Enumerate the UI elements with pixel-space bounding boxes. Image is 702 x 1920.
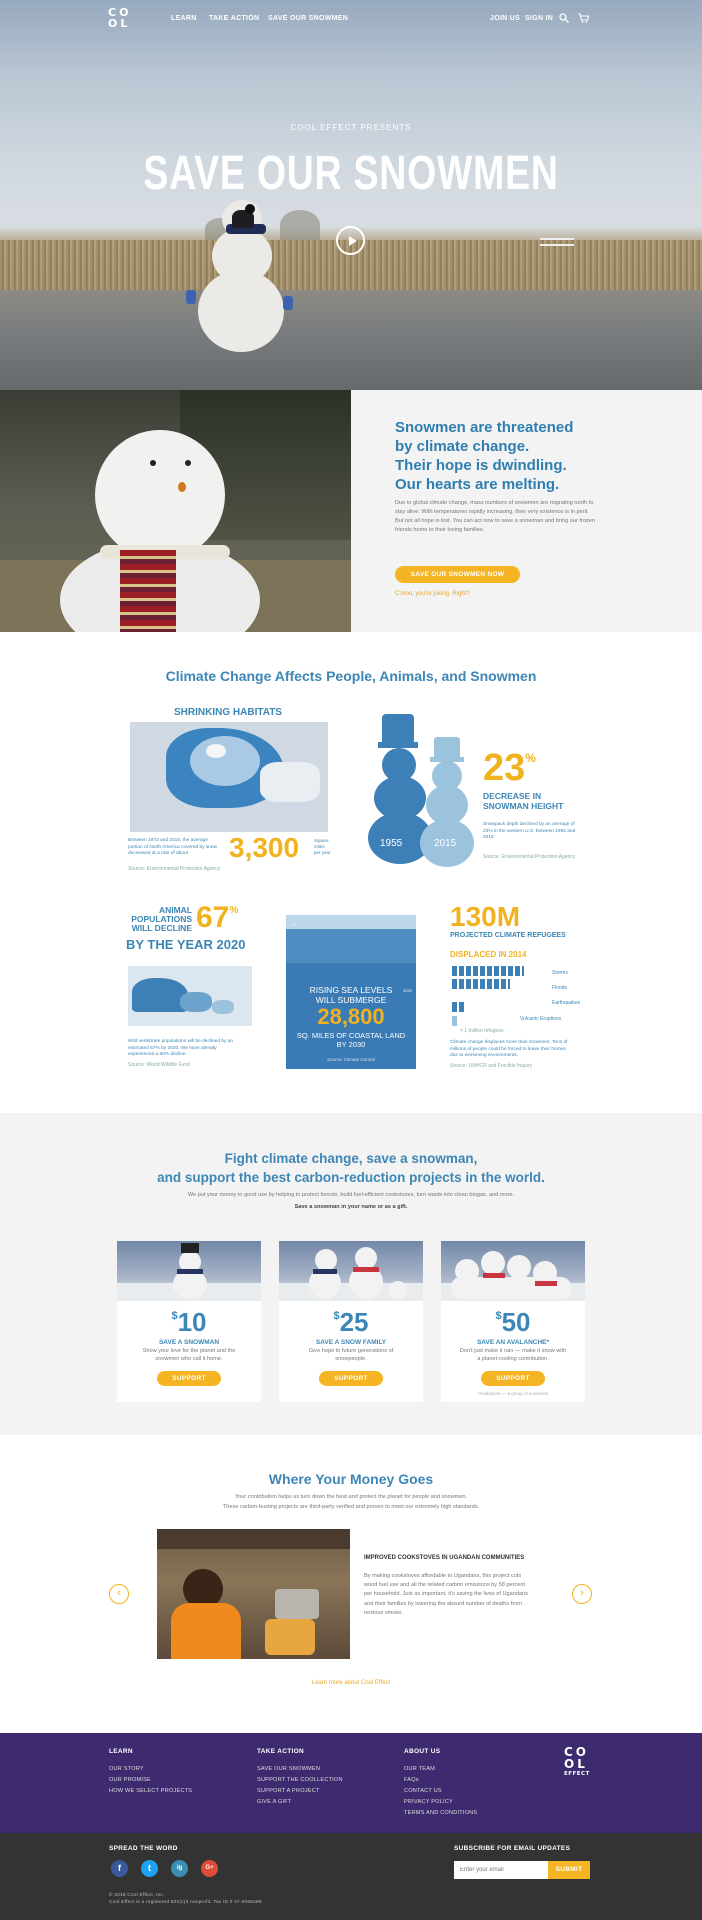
refugee-icons-row: [452, 966, 524, 976]
card-photo: [441, 1241, 585, 1301]
tree: [280, 210, 320, 240]
fence: [540, 238, 574, 240]
intro-body: Due to global climate change, mass numbers of snowmen are migrating north to stay alive. With temperatures rapidly increasing, their very existence is in peril. But not all hope is lost. You can act now to save a snowman and bring our frozen friends home to their loving families.: [395, 500, 595, 533]
footer-link[interactable]: TERMS AND CONDITIONS: [404, 1810, 478, 1816]
spread-the-word: SPREAD THE WORD: [109, 1845, 178, 1852]
nav-take-action[interactable]: TAKE ACTION: [209, 15, 260, 22]
carousel-prev-button[interactable]: [109, 1584, 129, 1604]
support-25-button[interactable]: SUPPORT: [319, 1371, 383, 1386]
top-nav: [0, 0, 702, 38]
footer-link[interactable]: GIVE A GIFT: [257, 1799, 292, 1805]
habitats-source: Source: Environmental Protection Agency: [128, 866, 221, 872]
refugees-row-floods: Floods: [552, 985, 568, 991]
fence: [540, 244, 574, 246]
refugees-row-volcanic: Volcanic Eruptions: [520, 1016, 562, 1022]
sea-tag-left: 2017: [290, 922, 299, 927]
sea-number: 28,800: [317, 1004, 385, 1029]
sea-source: Source: Climate Central: [327, 1057, 375, 1062]
footer-heading-about: ABOUT US: [404, 1748, 441, 1755]
refugees-legend: = 1 million refugees: [460, 1028, 504, 1034]
submit-button[interactable]: SUBMIT: [548, 1861, 590, 1879]
refugees-sub: DISPLACED IN 2014: [450, 950, 527, 959]
money-title: Where Your Money Goes: [268, 1471, 434, 1487]
snowman-closeup-photo: [0, 390, 351, 632]
refugees-number: 130M: [450, 901, 521, 932]
support-body-bold: Save a snowman in your name or as a gift.: [294, 1204, 408, 1210]
nav-sign-in[interactable]: SIGN IN: [525, 15, 554, 22]
footer-link[interactable]: OUR TEAM: [404, 1766, 436, 1772]
cart-icon[interactable]: [578, 13, 589, 23]
nav-learn[interactable]: LEARN: [171, 15, 197, 22]
footer-logo[interactable]: CO OL EFFECT: [564, 1745, 590, 1777]
card-desc: Give hope to future generations of snowpeople.: [308, 1348, 394, 1362]
animals-percent: 67%: [196, 901, 239, 934]
card-name: SAVE A SNOWMAN: [158, 1339, 220, 1346]
scarf: [120, 550, 176, 632]
card-name: SAVE A SNOW FAMILY: [315, 1339, 387, 1346]
copyright-line1: © 2018 Cool Effect, Inc.: [109, 1893, 165, 1898]
footer-link[interactable]: OUR STORY: [109, 1766, 144, 1772]
habitats-text: Between 1973 and 2015, the average portion of North America covered by snow decreased at a rate of about: [128, 838, 218, 856]
card-photo: [279, 1241, 423, 1301]
email-input[interactable]: [454, 1861, 548, 1879]
instagram-icon[interactable]: ig: [171, 1860, 188, 1877]
hat-pom: [245, 204, 255, 214]
twitter-icon[interactable]: t: [141, 1860, 158, 1877]
google-plus-icon[interactable]: G+: [201, 1860, 218, 1877]
sea-tag-right: 2030: [403, 988, 412, 993]
support-50-button[interactable]: SUPPORT: [481, 1371, 545, 1386]
footer-bottom: [0, 1833, 702, 1920]
footer-link[interactable]: HOW WE SELECT PROJECTS: [109, 1788, 193, 1794]
animals-text: Wild vertebrate populations will be declined by an estimated 67% by 2020. We have already experienced a 58% decline.: [128, 1039, 234, 1057]
snow-map: [130, 722, 328, 832]
card-desc: Don't just make it rain — make it snow with a planet-cooling contribution.: [459, 1348, 567, 1362]
refugee-icons-row: [452, 1016, 457, 1026]
card-photo: [117, 1241, 261, 1301]
facebook-icon[interactable]: f: [111, 1860, 128, 1877]
height-label: DECREASE IN SNOWMAN HEIGHT: [483, 791, 564, 811]
refugees-label: PROJECTED CLIMATE REFUGEES: [450, 932, 566, 939]
hero-pretitle: COOL EFFECT PRESENTS: [290, 123, 412, 132]
save-snowmen-now-button[interactable]: SAVE OUR SNOWMEN NOW: [395, 566, 520, 583]
orange-shirt: [171, 1603, 241, 1659]
refugees-text: Climate change displaces more than snowmen. Tens of millions of people could be forced to leave their homes due to worsening environments.: [450, 1040, 568, 1058]
sea-text-top: RISING SEA LEVELS WILL SUBMERGE: [309, 985, 393, 1005]
animals-source: Source: World Wildlife Fund: [128, 1062, 190, 1068]
height-source: Source: Environmental Protection Agency: [483, 854, 576, 860]
search-icon[interactable]: [559, 13, 569, 23]
money-body2: These carbon-busting projects are third-party verified and proven to meet our extremely high standards.: [222, 1504, 480, 1510]
nav-save-our-snowmen[interactable]: SAVE OUR SNOWMEN: [268, 15, 349, 22]
footer-link[interactable]: OUR PROMISE: [109, 1777, 151, 1783]
habitats-heading: SHRINKING HABITATS: [174, 707, 282, 718]
card-price: $10: [171, 1307, 207, 1337]
chevron-right-icon: ›: [580, 1587, 584, 1599]
footer-link[interactable]: SUPPORT A PROJECT: [257, 1788, 320, 1794]
refugees-row-storms: Storms: [552, 970, 568, 976]
money-body1: Your contribution helps us turn down the heat and protect the planet for people and snowmen.: [234, 1494, 468, 1500]
cookstove-photo: [157, 1529, 350, 1659]
footer-heading-take-action: TAKE ACTION: [257, 1748, 304, 1755]
height-percent: 23%: [483, 747, 536, 789]
copyright-line2: Cool Effect is a registered 501(c)3 nonprofit. Tax ID # 47-5068486.: [109, 1900, 264, 1905]
mitten-left: [186, 290, 196, 304]
nav-join-us[interactable]: JOIN US: [490, 15, 521, 22]
subscribe-heading: SUBSCRIBE FOR EMAIL UPDATES: [454, 1845, 571, 1852]
joking-link[interactable]: C'mon, you're joking. Right?: [395, 591, 470, 597]
footer-link[interactable]: FAQs: [404, 1777, 419, 1783]
habitats-number: 3,300: [229, 832, 300, 863]
pot: [275, 1589, 319, 1619]
snowman-head: [95, 430, 225, 560]
animals-graphic: [128, 966, 252, 1026]
year-1955: 1955: [380, 838, 403, 849]
cool-effect-logo[interactable]: CO OL: [108, 6, 132, 30]
card-desc: Show your love for the planet and the snowmen who call it home.: [142, 1348, 236, 1362]
card-price: $25: [333, 1307, 369, 1337]
footer-link[interactable]: PRIVACY POLICY: [404, 1799, 453, 1805]
chevron-left-icon: ‹: [117, 1587, 121, 1599]
intro-heading: Snowmen are threatened by climate change. Their hope is dwindling. Our hearts are melting.: [395, 419, 574, 493]
donation-card-10: [117, 1241, 261, 1402]
hero-banner: [0, 0, 702, 390]
year-2015: 2015: [434, 838, 457, 849]
donation-card-50: [441, 1241, 585, 1402]
support-body: We put your money to good use by helping to protect forests, build fuel-efficient cookstoves, turn waste into clean biogas, and more.: [187, 1192, 515, 1198]
footer-links: [0, 1733, 702, 1833]
footer-link[interactable]: CONTACT US: [404, 1788, 442, 1794]
card-price: $50: [495, 1307, 531, 1337]
card-name: SAVE AN AVALANCHE*: [476, 1339, 550, 1346]
avalanche-note: *Avalanche — a group of snowmen: [477, 1391, 549, 1396]
hero-water: [0, 290, 702, 390]
carousel-next-button[interactable]: [572, 1584, 592, 1604]
donation-card-25: [279, 1241, 423, 1402]
carrot-nose: [178, 482, 186, 492]
project-body: By making cookstoves affordable to Ugandans, this project cuts wood fuel use and all the related carbon emissions by 58 percent per household. Just as important, it's saving the lives of Ugandans and their families by lowering the absurd number of deaths from noxious smoke.: [364, 1573, 528, 1616]
refugee-icons-row: [452, 1002, 464, 1012]
sea-text-bottom: SQ. MILES OF COASTAL LAND BY 2030: [296, 1031, 406, 1049]
support-10-button[interactable]: SUPPORT: [157, 1371, 221, 1386]
footer-link[interactable]: SUPPORT THE COOLLECTION: [257, 1777, 343, 1783]
support-title: Fight climate change, save a snowman, and support the best carbon-reduction projects in the world.: [157, 1151, 545, 1185]
learn-more-link[interactable]: Learn more about Cool Effect: [311, 1680, 391, 1686]
refugees-source: Source: UNHCR and Forcible Inquiry: [450, 1063, 532, 1069]
mitten-right: [283, 296, 293, 310]
animals-label: ANIMAL POPULATIONS WILL DECLINE: [131, 905, 192, 933]
stove: [265, 1619, 315, 1655]
height-text: Snowpack depth declined by an average of 23% in the western U.S. between 1955 and 2015.: [483, 822, 576, 840]
refugee-icons-row: [452, 979, 510, 989]
footer-link[interactable]: SAVE OUR SNOWMEN: [257, 1766, 321, 1772]
refugees-row-earthquakes: Earthquakes: [552, 1000, 581, 1006]
habitats-unit: Square miles per year: [314, 838, 331, 855]
animals-year: BY THE YEAR 2020: [126, 937, 246, 952]
play-video-button[interactable]: [336, 226, 365, 255]
hero-title: SAVE OUR SNOWMEN: [143, 147, 559, 200]
climate-title: Climate Change Affects People, Animals, and Snowmen: [165, 668, 537, 684]
footer-heading-learn: LEARN: [109, 1748, 133, 1755]
project-title: IMPROVED COOKSTOVES IN UGANDAN COMMUNITIES: [364, 1555, 525, 1561]
